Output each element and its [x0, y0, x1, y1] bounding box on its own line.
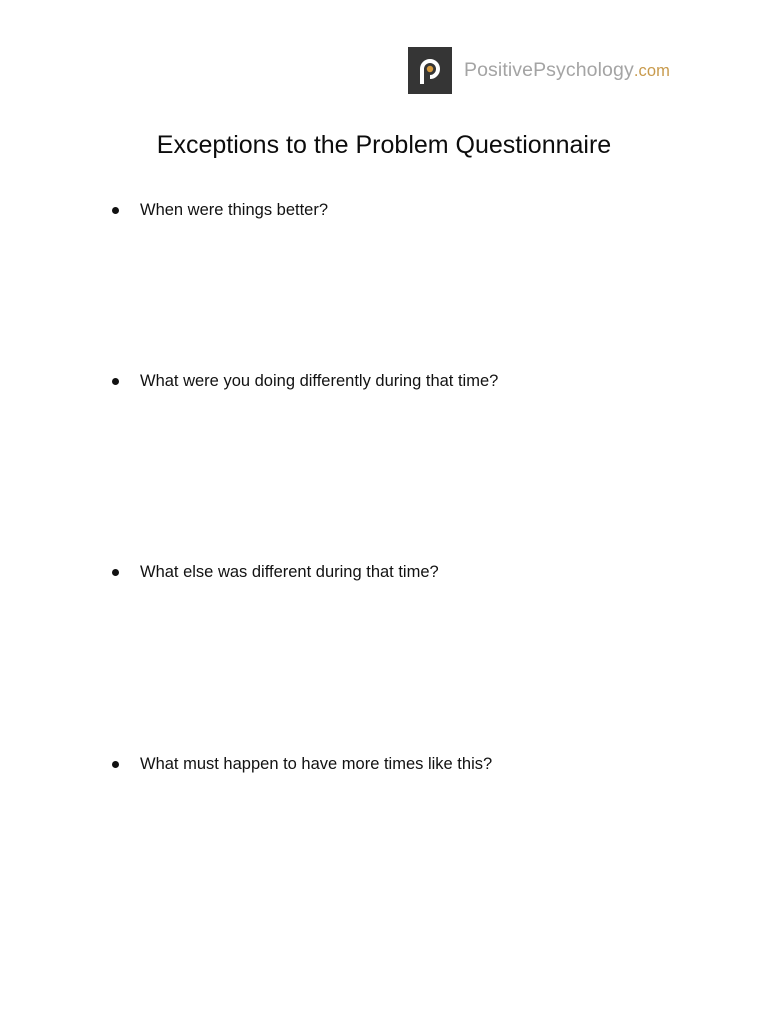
question-text: What else was different during that time?	[140, 563, 439, 581]
page-title: Exceptions to the Problem Questionnaire	[156, 131, 612, 159]
question-text: What must happen to have more times like this?	[140, 755, 493, 773]
logo-brand-text: PositivePsychology	[464, 58, 634, 81]
brand-logo	[408, 47, 670, 94]
logo-domain-text: .com	[633, 61, 670, 80]
logo-wordmark	[464, 58, 670, 81]
p-letter-icon	[415, 55, 445, 87]
bullet-icon	[112, 761, 119, 768]
question-item	[112, 753, 492, 775]
question-item	[112, 199, 328, 221]
bullet-icon	[112, 378, 119, 385]
positive-psychology-p-icon	[408, 47, 452, 94]
question-item	[112, 370, 498, 392]
question-text: When were things better?	[140, 201, 329, 219]
bullet-icon	[112, 207, 119, 214]
bullet-icon	[112, 569, 119, 576]
question-item	[112, 561, 439, 583]
question-text: What were you doing differently during that time?	[140, 372, 499, 390]
